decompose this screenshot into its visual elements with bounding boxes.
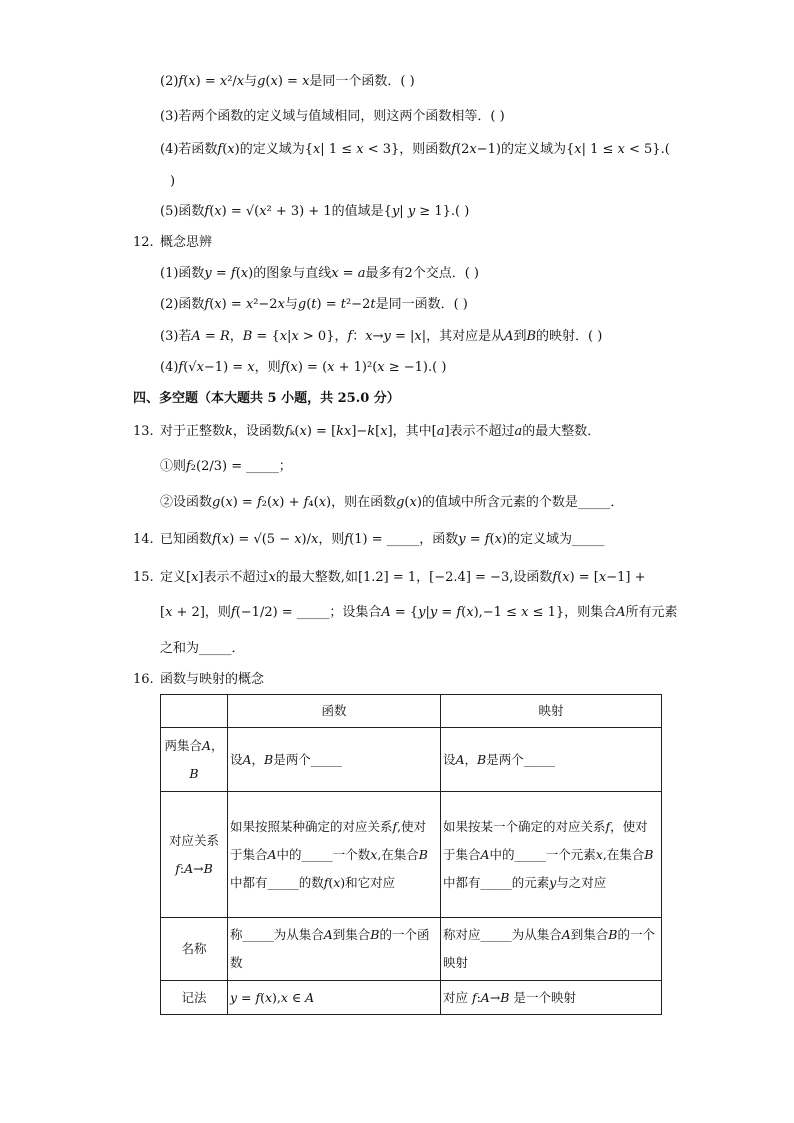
q15-line-1: 定义[𝑥]表示不超过𝑥的最大整数,如[1.2] = 1，[−2.4] = −3,设函数𝑓(𝑥) = [𝑥−1] + [160, 570, 646, 585]
row-label-correspondence: 对应关系𝑓:𝐴→𝐵 [161, 792, 228, 918]
section-title: 四、多空题（本大题共 5 小题，共 25.0 分） [133, 391, 400, 406]
mapping-sets-cell: 设𝐴，𝐵是两个_____ [441, 728, 662, 792]
q14-text: 已知函数𝑓(𝑥) = √(5 − 𝑥)/𝑥，则𝑓(1) = _____，函数𝑦 = 𝑓(𝑥)的定义域为_____ [160, 532, 605, 547]
q13-part-2: ②设函数𝑔(𝑥) = 𝑓₂(𝑥) + 𝑓₄(𝑥)，则在函数𝑔(𝑥)的值域中所含元素的个数是_____． [160, 495, 624, 510]
q12-item-2: (2)函数𝑓(𝑥) = 𝑥²−2𝑥与𝑔(𝑡) = 𝑡²−2𝑡是同一函数．( ) [160, 297, 468, 312]
table-header-function: 函数 [228, 695, 441, 728]
row-label-notation: 记法 [161, 981, 228, 1015]
function-sets-cell: 设𝐴，𝐵是两个_____ [228, 728, 441, 792]
function-notation-cell: 𝑦 = 𝑓(𝑥),𝑥 ∈ 𝐴 [228, 981, 441, 1015]
q11-item-4-close-paren: ) [170, 174, 176, 189]
function-mapping-table [160, 694, 662, 1015]
function-name-cell: 称_____为从集合𝐴到集合𝐵的一个函数 [228, 918, 441, 981]
q11-item-5: (5)函数𝑓(𝑥) = √(𝑥² + 3) + 1的值域是{𝑦| 𝑦 ≥ 1}.( ) [160, 204, 470, 219]
table-header-mapping: 映射 [441, 695, 662, 728]
row-label-sets: 两集合𝐴，𝐵 [161, 728, 228, 792]
mapping-name-cell: 称对应_____为从集合𝐴到集合𝐵的一个映射 [441, 918, 662, 981]
q15-line-2: [𝑥 + 2]，则𝑓(−1/2) = _____；设集合𝐴 = {𝑦|𝑦 = 𝑓(𝑥),−1 ≤ 𝑥 ≤ 1}，则集合𝐴所有元素 [160, 605, 678, 620]
q14-number: 14. [133, 532, 154, 547]
table-row [161, 918, 662, 981]
q11-item-4: (4)若函数𝑓(𝑥)的定义域为{𝑥| 1 ≤ 𝑥 < 3}，则函数𝑓(2𝑥−1)的定义域为{𝑥| 1 ≤ 𝑥 < 5}.( [160, 142, 670, 157]
q12-number: 12. [133, 235, 154, 250]
table-header-empty [161, 695, 228, 728]
row-label-name: 名称 [161, 918, 228, 981]
mapping-notation-cell: 对应 𝑓:𝐴→𝐵 是一个映射 [441, 981, 662, 1015]
q12-item-1: (1)函数𝑦 = 𝑓(𝑥)的图象与直线𝑥 = 𝑎最多有2个交点．( ) [160, 266, 479, 281]
q13-number: 13. [133, 424, 154, 439]
table-header-row [161, 695, 662, 728]
q13-part-1: ①则𝑓₂(2/3) = _____； [160, 459, 292, 474]
q12-item-3: (3)若𝐴 = 𝑅，𝐵 = {𝑥|𝑥 > 0}，𝑓：𝑥→𝑦 = |𝑥|，其对应是从𝐴到𝐵的映射．( ) [160, 329, 603, 344]
table-row [161, 728, 662, 792]
mapping-correspondence-cell: 如果按某一个确定的对应关系𝑓，使对于集合𝐴中的_____一个元素𝑥,在集合𝐵中都有_____的元素𝑦与之对应 [441, 792, 662, 918]
function-correspondence-cell: 如果按照某种确定的对应关系𝑓,使对于集合𝐴中的_____一个数𝑥,在集合𝐵中都有_____的数𝑓(𝑥)和它对应 [228, 792, 441, 918]
q12-item-4: (4)𝑓(√𝑥−1) = 𝑥，则𝑓(𝑥) = (𝑥 + 1)²(𝑥 ≥ −1).( ) [160, 360, 447, 375]
q15-number: 15. [133, 570, 154, 585]
q11-item-3: (3)若两个函数的定义域与值域相同，则这两个函数相等．( ) [160, 109, 505, 124]
table-row [161, 792, 662, 918]
q15-line-3: 之和为_____． [160, 641, 245, 656]
q16-number: 16. [133, 672, 154, 687]
q16-title: 函数与映射的概念 [160, 672, 265, 687]
table-row [161, 981, 662, 1015]
q11-item-2: (2)𝑓(𝑥) = 𝑥²/𝑥与𝑔(𝑥) = 𝑥是同一个函数．( ) [160, 74, 415, 89]
q13-stem: 对于正整数𝑘，设函数𝑓ₖ(𝑥) = [𝑘𝑥]−𝑘[𝑥]，其中[𝑎]表示不超过𝑎的最大整数． [160, 424, 601, 439]
q12-title: 概念思辨 [160, 235, 213, 250]
